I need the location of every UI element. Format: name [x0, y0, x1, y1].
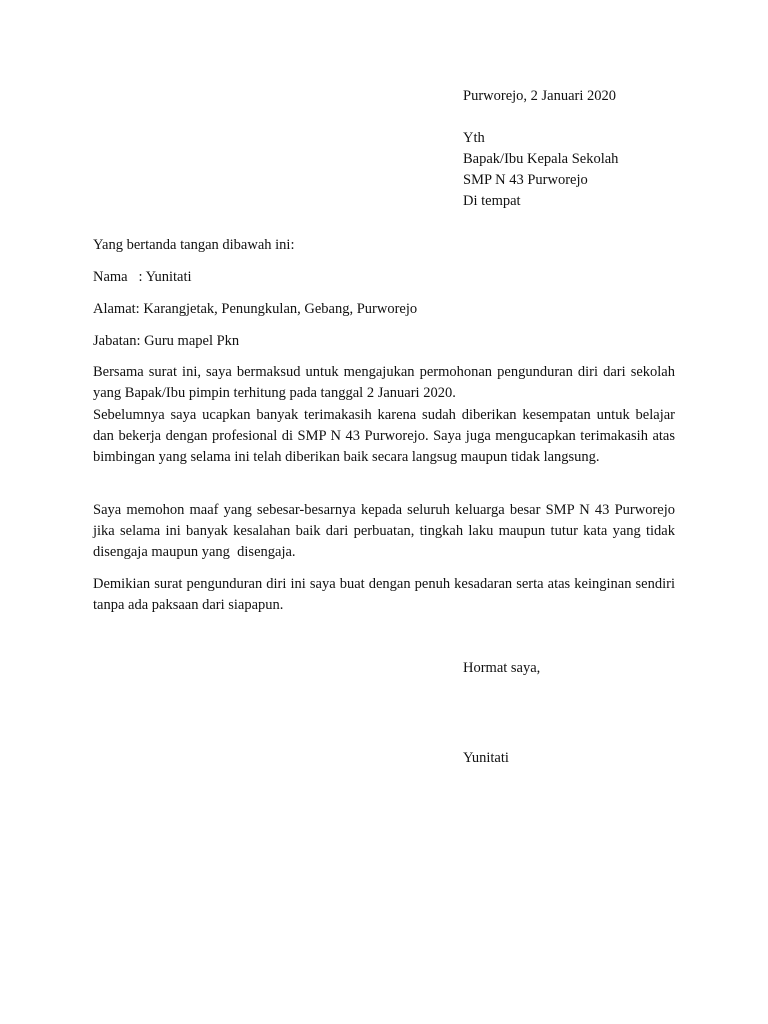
closing-block: [463, 658, 733, 679]
signature-name: Yunitati: [463, 750, 509, 766]
date-line: [463, 86, 733, 107]
signature-block: [463, 748, 733, 769]
field-jabatan-text: Jabatan: Guru mapel Pkn: [93, 333, 240, 349]
field-nama-text: Nama : Yunitati: [93, 269, 192, 285]
field-alamat-text: Alamat: Karangjetak, Penungkulan, Gebang, Purworejo: [93, 301, 418, 317]
closing-text: Hormat saya,: [463, 660, 541, 676]
field-nama: [93, 267, 675, 288]
field-jabatan: [93, 331, 675, 352]
recipient-block: [463, 128, 733, 212]
paragraph-3: [93, 500, 679, 563]
opening-line: [93, 235, 675, 256]
paragraph-2-text: Sebelumnya saya ucapkan banyak terimakasih karena sudah diberikan kesempatan untuk belajar dan bekerja dengan profesional di SMP N 43 Purworejo. Saya juga mengucapkan terimakasih atas bimbingan yang selama ini telah diberikan baik secara langsug maupun tidak langsung.: [93, 407, 675, 465]
field-alamat: [93, 299, 675, 320]
paragraph-4: [93, 574, 675, 616]
paragraph-2: [93, 405, 675, 468]
recipient-school: SMP N 43 Purworejo: [463, 172, 588, 188]
recipient-title: Bapak/Ibu Kepala Sekolah: [463, 151, 619, 167]
recipient-location: Di tempat: [463, 193, 521, 209]
paragraph-1-text: Bersama surat ini, saya bermaksud untuk mengajukan permohonan pengunduran diri dari sekolah yang Bapak/Ibu pimpin terhitung pada tanggal 2 Januari 2020.: [93, 364, 675, 401]
date-text: Purworejo, 2 Januari 2020: [463, 88, 617, 104]
recipient-salutation: Yth: [463, 130, 485, 146]
paragraph-1: [93, 362, 675, 404]
paragraph-4-text: Demikian surat pengunduran diri ini saya buat dengan penuh kesadaran serta atas keinginan sendiri tanpa ada paksaan dari siapapun.: [93, 576, 675, 613]
opening-text: Yang bertanda tangan dibawah ini:: [93, 237, 295, 253]
paragraph-3-text: Saya memohon maaf yang sebesar-besarnya kepada seluruh keluarga besar SMP N 43 Purworejo jika selama ini banyak kesalahan baik dari perbuatan, tingkah laku maupun tutur kata yang tidak disengaja maupun yang disengaja.: [93, 502, 679, 560]
